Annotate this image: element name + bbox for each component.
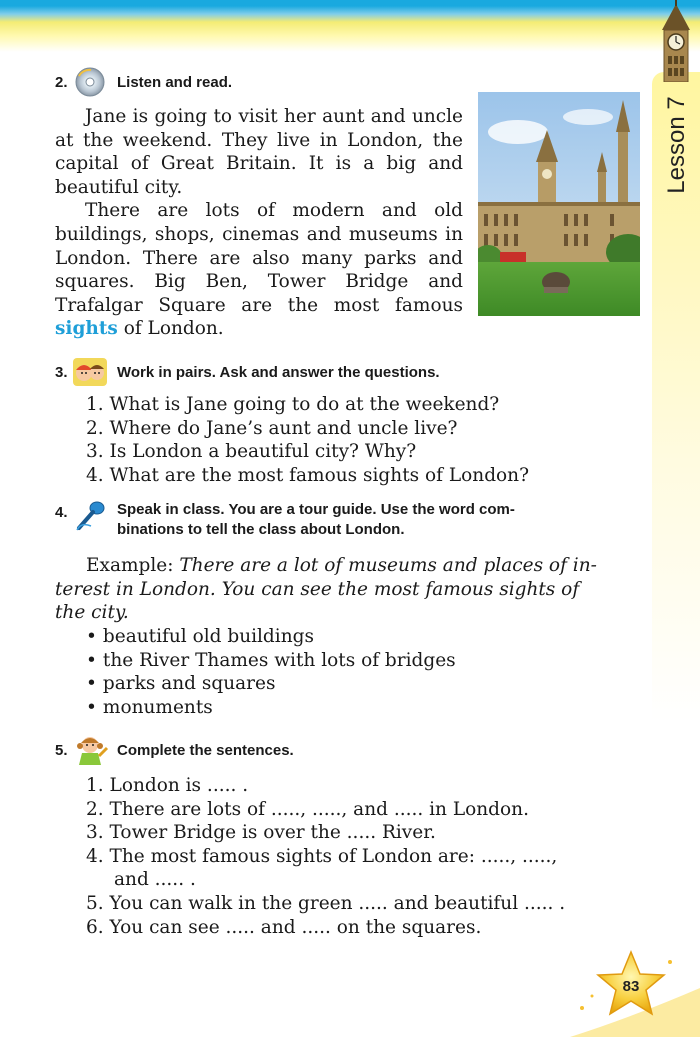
question-list bbox=[86, 393, 626, 487]
instruction-line-1: Speak in class. You are a tour guide. Use the word com- bbox=[117, 501, 515, 518]
page-number: 83 bbox=[622, 978, 640, 995]
exercise-2-heading bbox=[55, 66, 232, 98]
sentence-continuation: and ..... . bbox=[114, 869, 196, 891]
reading-text bbox=[55, 105, 463, 341]
sentence-item: 5. You can walk in the green ..... and beautiful ..... . bbox=[86, 892, 566, 914]
example-text: There are a lot of museums and places of in- bbox=[179, 555, 597, 576]
sentence-item: 3. Tower Bridge is over the ..... River. bbox=[86, 822, 436, 844]
exercise-number: 5. bbox=[55, 741, 68, 759]
bullet-item: • the River Thames with lots of bridges bbox=[86, 649, 626, 673]
paragraph-2-text: There are lots of modern and old buildings, shops, cinemas and museums in London. There are also many parks and squares. Big Ben, Tower Bridge and Trafalgar Square are the most famous bbox=[55, 200, 463, 316]
question-item: 4. What are the most famous sights of London? bbox=[86, 464, 530, 486]
paragraph-1: Jane is going to visit her aunt and uncle at the weekend. They live in London, the capital of Great Britain. It is a big and beautiful city. bbox=[55, 106, 463, 198]
example-line-2: terest in London. You can see the most famous sights of bbox=[55, 579, 580, 600]
lesson-label: Lesson 7 bbox=[663, 96, 690, 194]
paragraph-2 bbox=[55, 199, 463, 341]
word-combinations-list bbox=[86, 625, 626, 719]
sentence-item: 1. London is ..... . bbox=[86, 775, 249, 796]
highlighted-word: sights bbox=[55, 318, 118, 340]
exercise-4-heading bbox=[55, 500, 515, 540]
sentence-item: 4. The most famous sights of London are: ....., ....., bbox=[86, 845, 558, 867]
paragraph-2-end: of London. bbox=[123, 318, 224, 340]
exercise-number: 4. bbox=[55, 504, 68, 521]
exercise-number: 3. bbox=[55, 363, 68, 381]
girl-pencil-icon bbox=[71, 734, 109, 766]
bullet-item: • parks and squares bbox=[86, 672, 626, 696]
exercise-instruction bbox=[117, 500, 515, 540]
microphone-icon bbox=[71, 500, 109, 532]
exercise-instruction: Listen and read. bbox=[117, 73, 233, 91]
question-item: 2. Where do Jane’s aunt and uncle live? bbox=[86, 417, 458, 439]
exercise-instruction: Work in pairs. Ask and answer the questions. bbox=[117, 363, 440, 381]
question-item: 3. Is London a beautiful city? Why? bbox=[86, 441, 417, 463]
question-item: 1. What is Jane going to do at the weekend? bbox=[86, 394, 500, 415]
westminster-photo bbox=[478, 92, 640, 316]
example-block bbox=[86, 554, 642, 578]
exercise-3-heading bbox=[55, 356, 440, 388]
exercise-instruction: Complete the sentences. bbox=[117, 741, 294, 759]
pair-children-icon bbox=[71, 356, 109, 388]
bullet-item: • monuments bbox=[86, 696, 626, 720]
cd-icon bbox=[71, 66, 109, 98]
example-line-3: the city. bbox=[55, 602, 129, 623]
exercise-5-heading bbox=[55, 734, 294, 766]
example-line-1 bbox=[86, 554, 642, 578]
big-ben-icon bbox=[650, 0, 700, 82]
example-label: Example: bbox=[86, 555, 174, 576]
sentence-item: 2. There are lots of ....., ....., and ..... in London. bbox=[86, 798, 529, 820]
bullet-item: • beautiful old buildings bbox=[86, 625, 626, 649]
instruction-line-2: binations to tell the class about London. bbox=[117, 521, 405, 538]
exercise-number: 2. bbox=[55, 73, 68, 91]
lesson-tab bbox=[660, 80, 694, 210]
header-band bbox=[0, 0, 700, 52]
sentence-item: 6. You can see ..... and ..... on the squares. bbox=[86, 916, 482, 938]
sentence-list bbox=[86, 774, 642, 939]
